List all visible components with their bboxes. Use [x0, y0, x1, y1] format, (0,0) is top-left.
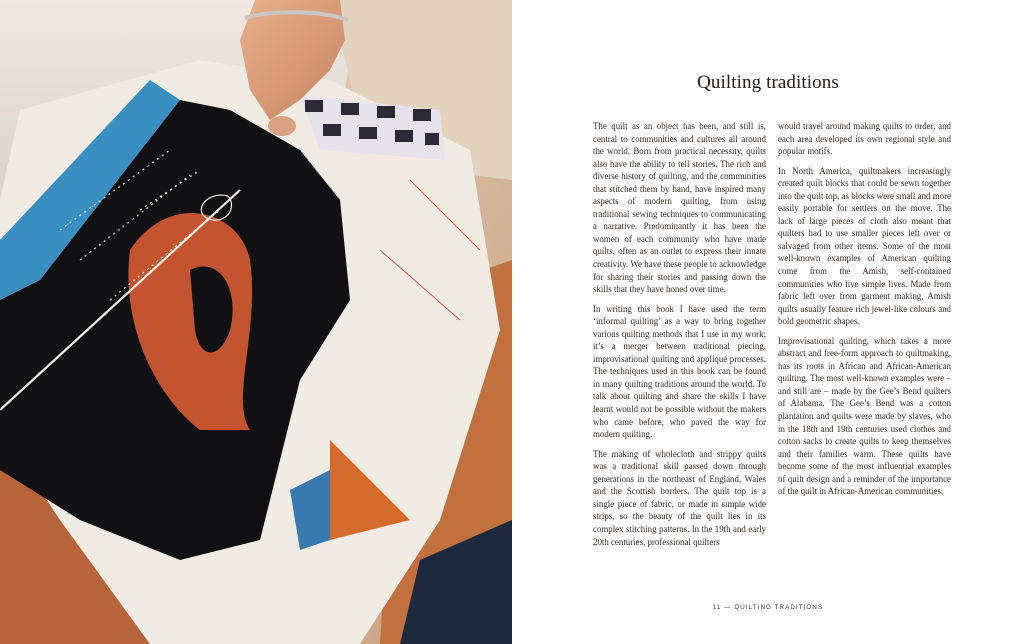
- paragraph: In North America, quiltmakers increasingly created quilt blocks that could be sewn together into the quilt top, as blocks were small and more easily portable for settlers on the move. The lack of large pieces of cloth also meant that quilters had to use smaller pieces left over or salvaged from other items. Some of the most well-known examples of American quilting come from the Amish, self-contained communities who live simple lives. Made from fabric left over from garment making, Amish quilts usually feature rich jewel-like colours and bold geometric shapes.: [778, 165, 951, 327]
- page-folio: 11 — QUILTING TRADITIONS: [712, 604, 824, 611]
- paragraph: In writing this book I have used the term ‘informal quilting’ as a way to bring together various quilting methods that I use in my work; it’s a merger between traditional piecing, improvisational quilting and appliqué processes. The techniques used in this book can be found in many quilting traditions around the world. To talk about quilting and share the skills I have learnt would not be possible without the makers who came before, who paved the way for modern quilting.: [593, 303, 766, 440]
- page-title: Quilting traditions: [697, 72, 839, 93]
- paragraph: would travel around making quilts to order, and each area developed its own regional style and popular motifs.: [778, 121, 951, 157]
- paragraph: Improvisational quilting, which takes a more abstract and free-form approach to quiltmaking, has its roots in African and African-American quilting. The most well-known examples were – and still are – made by the Gee’s Bend quilters of Alabama. The Gee’s Bend was a cotton plantation and quilts were made by slaves, who in the 18th and 19th centuries used clothes and cotton sacks to create quilts to keep themselves and their families warm. These quilts have become some of the most influential examples of quilt design and a reminder of the importance of the quilt in African-American communities.: [778, 335, 951, 497]
- text-column-left: [593, 120, 766, 555]
- paragraph: The quilt as an object has been, and still is, central to communities and cultures all around the world. Born from practical necessity, quilts also have the ability to tell stories. The rich and diverse history of quilting, and the communities that stitched them by hand, have inspired many aspects of modern quilting, from using traditional sewing techniques to communicating a narrative. Predominantly it has been the women of each community who have made quilts, often as an outlet to express their innate creativity. We have these people to acknowledge for sharing their stories and passing down the skills that they have honed over time.: [593, 121, 766, 295]
- paragraph: The making of wholecloth and strippy quilts was a traditional skill passed down through generations in the northeast of England, Wales and the Scottish borders. The quilt top is a single piece of fabric, or made in simple wide strips, so the beauty of the quilt lies in its complex stitching patterns. In the 19th and early 20th centuries, professional quilters: [593, 448, 766, 547]
- text-page: [512, 0, 1024, 644]
- text-column-right: [778, 120, 951, 505]
- finger: [268, 116, 296, 136]
